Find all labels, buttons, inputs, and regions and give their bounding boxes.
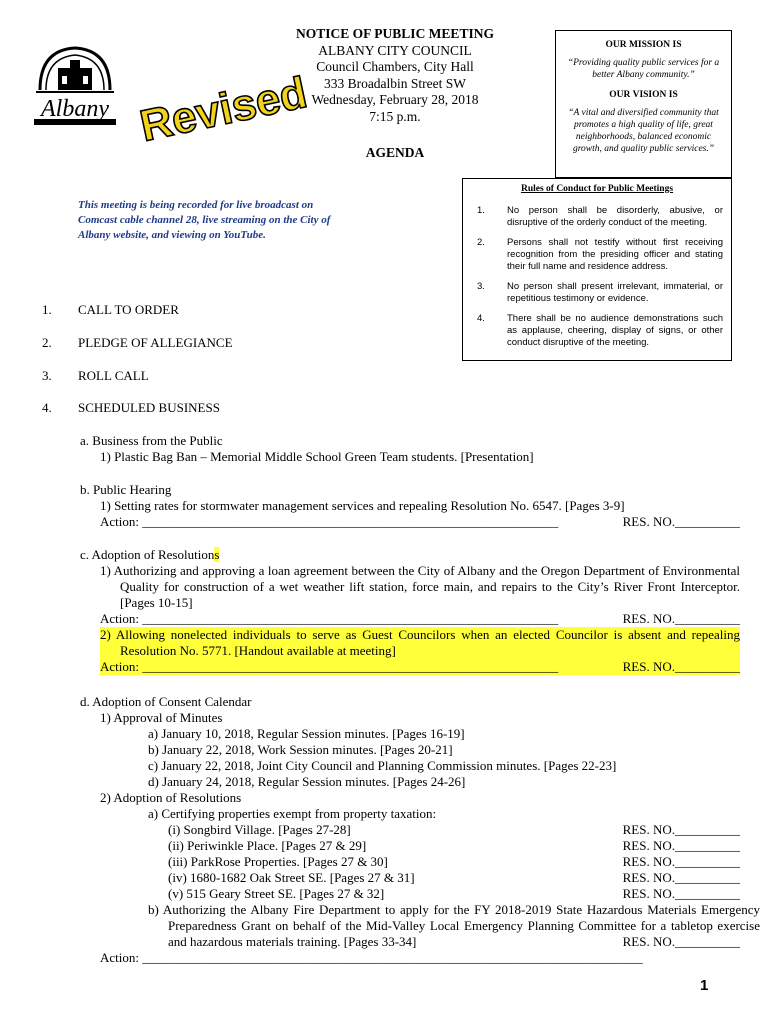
city-logo — [30, 38, 120, 138]
tax-exempt-item: (iv) 1680-1682 Oak Street SE. [Pages 27 & 31] RES. NO.__________ — [168, 870, 740, 885]
recording-note: This meeting is being recorded for live broadcast on Comcast cable channel 28, live streaming on the City of Albany website, and viewing on YouTube. — [78, 199, 331, 241]
stamp-text: Revised — [135, 68, 312, 152]
agenda-title: AGENDA — [365, 145, 425, 160]
tax-exempt-item: (iii) ParkRose Properties. [Pages 27 & 30] RES. NO.__________ — [168, 854, 740, 869]
rule-item: 2. Persons shall not testify without first receiving recognition from the presiding officer and stating their full name and residence address. — [477, 237, 723, 272]
action-line: Action: ________________________________________________________________ RES. NO.__________ — [100, 659, 740, 674]
agenda-item-call-to-order: 1. CALL TO ORDER — [42, 302, 179, 317]
rules-title: Rules of Conduct for Public Meetings — [520, 184, 674, 194]
mission-text: “Providing quality public services for a better Albany community.” — [567, 58, 720, 80]
rule-item: 3. No person shall present irrelevant, immaterial, or repetitious testimony or evidence. — [477, 281, 723, 304]
action-line: Action: _____________________________________________________________________________ — [100, 950, 643, 965]
header-line: Council Chambers, City Hall — [316, 59, 474, 74]
rule-item: 4. There shall be no audience demonstrations such as applause, cheering, display of signs, or other conduct disruptive of the meeting. — [477, 313, 723, 348]
highlighted-revision: 2) Allowing nonelected individuals to serve as Guest Councilors when an elected Councilor is absent and repealing Resolution No. 5771. [Handout available at meeting] — [100, 627, 740, 658]
mission-vision-box — [555, 30, 732, 178]
action-line: Action: ________________________________________________________________ RES. NO.__________ — [100, 514, 740, 529]
header-line: Wednesday, February 28, 2018 — [311, 92, 479, 107]
mission-title: OUR MISSION IS — [605, 40, 682, 50]
minutes-item: b) January 22, 2018, Work Session minutes. [Pages 20-21] — [148, 742, 453, 757]
rules-of-conduct-box — [462, 178, 732, 361]
section-consent-calendar: d. Adoption of Consent Calendar 1) Approval of Minutes a) January 10, 2018, Regular Session minutes. [Pages 16-19] b) January 22, 2018, Work Session minutes. [Pages 20-21] c) January 22, 2018, Joint City Council and Planning Commission minutes. [Pages 22-23] d) January 24, 2018, Regular Session minutes. [Pages 24-26] 2) Adoption of Resolutions a) Certifying properties exempt from property taxation: (i) Songbird Village. [Pages 27-28] RES. NO.__________ (ii) Periwinkle Place. [Pages 27 & 29] RES. NO.__________ (iii) ParkRose Properties. [Pages 27 & 30] RES. NO.__________ (iv) 1680-1682 Oak Street SE. [Pages 27 & 31] RES. NO.__________ (v) 515 Geary Street SE. [Pages 27 & 32] RES. NO.__________ b) Authorizing the Albany Fire Department to apply for the FY 2018-2019 State Hazardous Materials Emergency Preparedness Grant on behalf of the Mid-Valley Local Emergency Planning Committee for a tabletop exercise and hazardous materials training. [Pages 33-34] RES. NO.__________ Action: _____________________________________________________________________________ — [80, 694, 760, 965]
svg-text:Albany: Albany — [41, 96, 109, 122]
fire-grant-item: b) Authorizing the Albany Fire Department to apply for the FY 2018-2019 State Hazardous Materials Emergency Preparedness Grant on behalf of the Mid-Valley Local Emergency Planning Committee for a tabletop exercise and hazardous materials training. [Pages 33-34] — [148, 902, 760, 949]
rule-item: 1. No person shall be disorderly, abusive, or disruptive of the orderly conduct of the meeting. — [477, 205, 723, 228]
header-line: ALBANY CITY COUNCIL — [318, 42, 472, 58]
agenda-item-roll-call: 3. ROLL CALL — [42, 368, 149, 383]
revised-stamp — [135, 62, 312, 152]
tax-exempt-item: (i) Songbird Village. [Pages 27-28] RES. NO.__________ — [168, 822, 740, 837]
vision-title: OUR VISION IS — [609, 90, 678, 100]
section-adoption-of-resolutions: c. Adoption of Resolutions 1) Authorizing and approving a loan agreement between the City of Albany and the Oregon Department of Environmental Quality for construction of a wet weather lift station, force main, and repairs to the City’s River Front Interceptor. [Pages 10-15] Action: ________________________________________________________________ RES. NO.__________ 2) Allowing nonelected individuals to serve as Guest Councilors when an elected Councilor is absent and repealing Resolution No. 5771. [Handout available at meeting] Action: ________________________________________________________________ RES. NO.__________ — [80, 547, 740, 674]
section-public-hearing: b. Public Hearing 1) Setting rates for stormwater management services and repealing Resolution No. 6547. [Pages 3-9] Action: ________________________________________________________________ RES. NO.__________ — [80, 482, 740, 529]
agenda-item-scheduled-business: 4. SCHEDULED BUSINESS — [42, 400, 220, 415]
meeting-header — [280, 26, 510, 162]
notice-title: NOTICE OF PUBLIC MEETING — [296, 26, 494, 41]
action-line: Action: ________________________________________________________________ RES. NO.__________ — [100, 611, 740, 626]
minutes-item: c) January 22, 2018, Joint City Council and Planning Commission minutes. [Pages 22-23] — [148, 758, 617, 773]
tax-exempt-item: (v) 515 Geary Street SE. [Pages 27 & 32] RES. NO.__________ — [168, 886, 740, 901]
vision-text: “A vital and diversified community that promotes a high quality of life, great neighborhoods, balanced economic growth, and quality public services.” — [568, 108, 719, 154]
tax-exempt-item: (ii) Periwinkle Place. [Pages 27 & 29] RES. NO.__________ — [168, 838, 740, 853]
minutes-item: a) January 10, 2018, Regular Session minutes. [Pages 16-19] — [148, 726, 465, 741]
minutes-item: d) January 24, 2018, Regular Session minutes. [Pages 24-26] — [148, 774, 466, 789]
agenda-item-pledge: 2. PLEDGE OF ALLEGIANCE — [42, 335, 233, 350]
header-line: 7:15 p.m. — [369, 108, 421, 124]
header-line: 333 Broadalbin Street SW — [323, 75, 467, 91]
section-business-from-public: a. Business from the Public 1) Plastic Bag Ban – Memorial Middle School Green Team students. [Presentation] — [80, 433, 534, 464]
page-number: 1 — [700, 977, 709, 994]
